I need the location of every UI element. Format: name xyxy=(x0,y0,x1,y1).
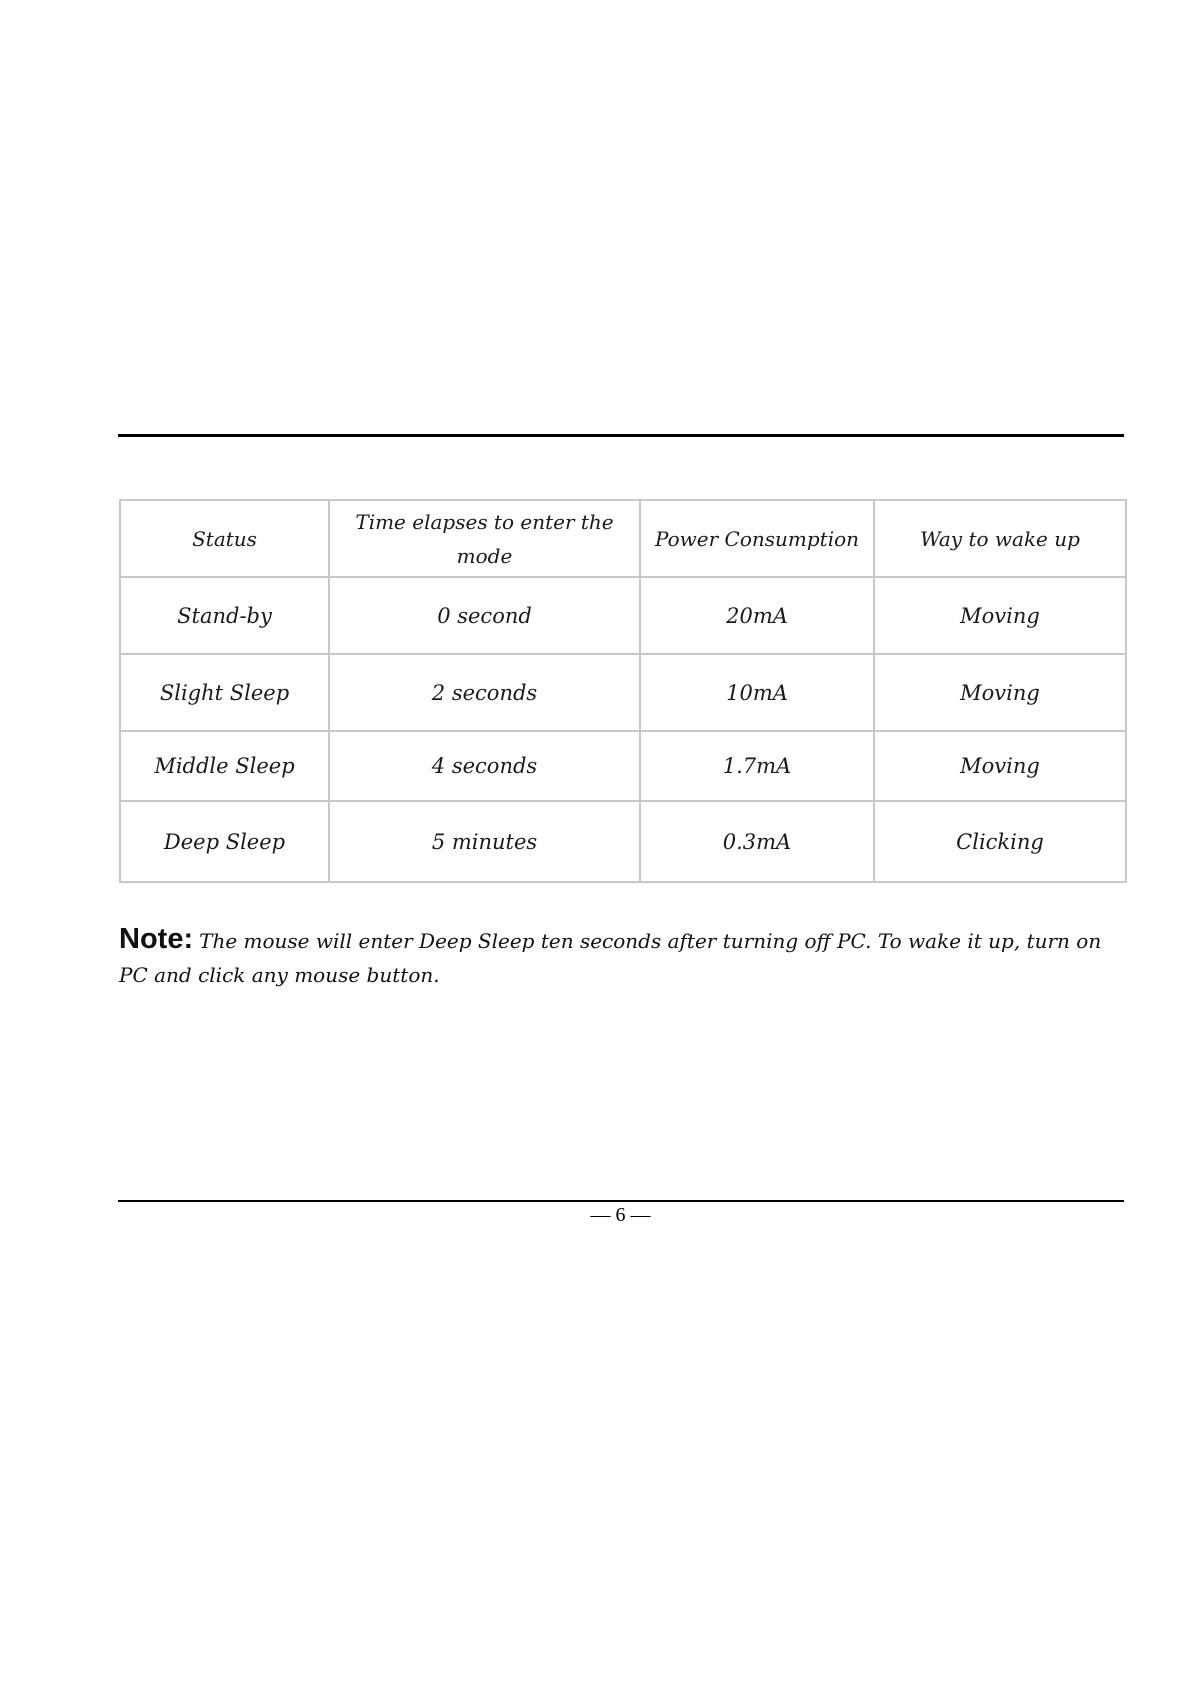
header-time-elapses: Time elapses to enter the mode xyxy=(329,500,640,577)
table-row xyxy=(120,654,1126,731)
cell-power: 10mA xyxy=(640,654,874,731)
cell-wake: Moving xyxy=(874,654,1126,731)
cell-power: 20mA xyxy=(640,577,874,654)
cell-time: 0 second xyxy=(329,577,640,654)
header-status: Status xyxy=(120,500,329,577)
cell-status: Deep Sleep xyxy=(120,801,329,882)
cell-status: Stand-by xyxy=(120,577,329,654)
page-number: — 6 — xyxy=(590,1204,651,1226)
table-row xyxy=(120,801,1126,882)
table-row xyxy=(120,577,1126,654)
cell-power: 0.3mA xyxy=(640,801,874,882)
cell-time: 4 seconds xyxy=(329,731,640,801)
top-rule xyxy=(118,434,1124,437)
table-row xyxy=(120,731,1126,801)
note-text: The mouse will enter Deep Sleep ten seconds after turning off PC. To wake it up, turn on PC and click any mouse button. xyxy=(119,929,1102,987)
cell-wake: Clicking xyxy=(874,801,1126,882)
cell-status: Slight Sleep xyxy=(120,654,329,731)
cell-wake: Moving xyxy=(874,731,1126,801)
cell-time: 5 minutes xyxy=(329,801,640,882)
power-modes-table xyxy=(119,499,1127,883)
cell-wake: Moving xyxy=(874,577,1126,654)
note-label: Note: xyxy=(119,923,194,955)
note-paragraph xyxy=(119,922,1129,992)
header-power-consumption: Power Consumption xyxy=(640,500,874,577)
cell-time: 2 seconds xyxy=(329,654,640,731)
table-header-row xyxy=(120,500,1126,577)
cell-power: 1.7mA xyxy=(640,731,874,801)
header-way-to-wake-up: Way to wake up xyxy=(874,500,1126,577)
cell-status: Middle Sleep xyxy=(120,731,329,801)
